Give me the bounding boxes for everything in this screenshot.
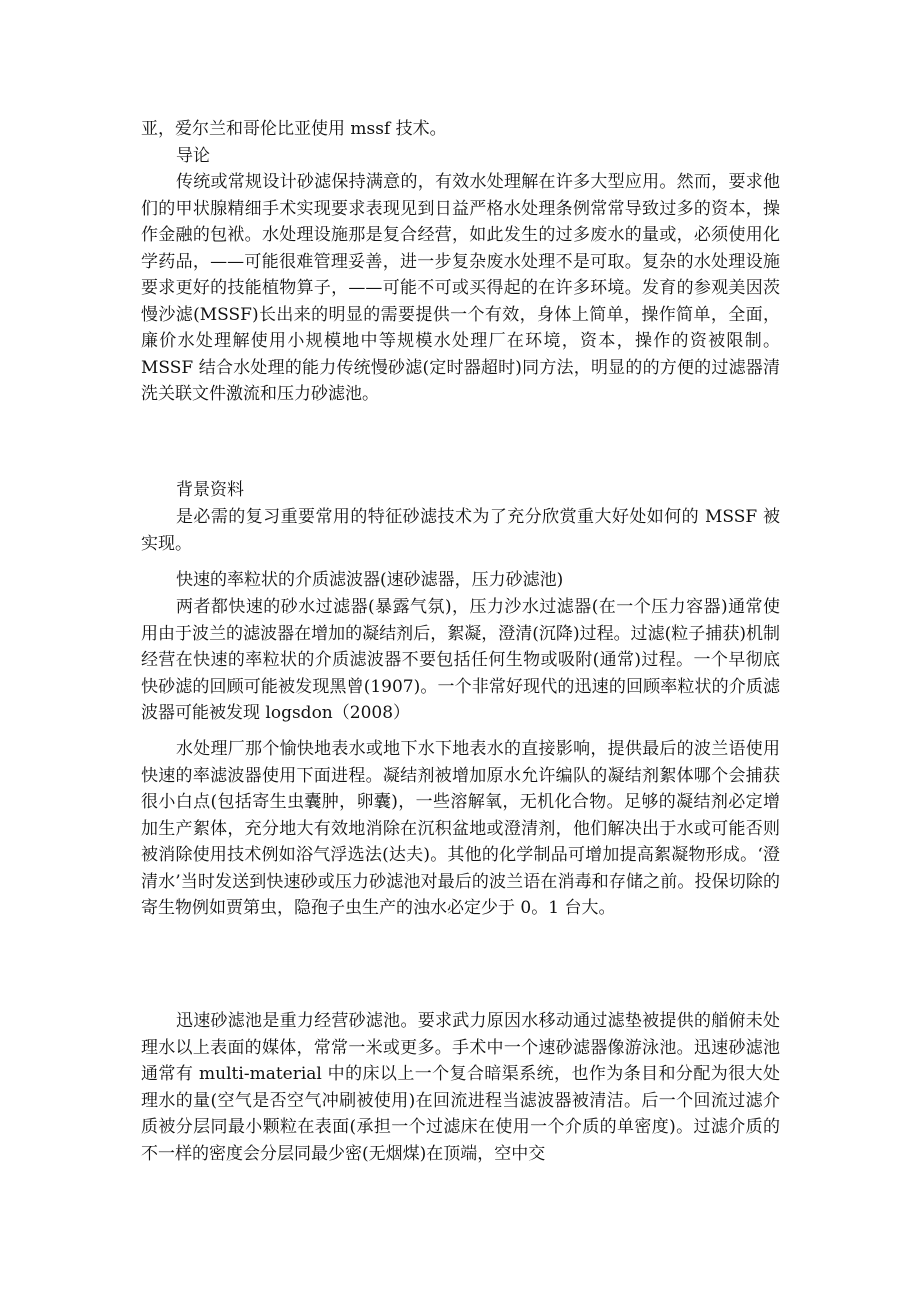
paragraph-background-body: 是必需的复习重要常用的特征砂滤技术为了充分欣赏重大好处如何的 MSSF 被实现。 bbox=[141, 507, 780, 554]
heading-rapid-filters: 快速的率粒状的介质滤波器(速砂滤器，压力砂滤池) bbox=[176, 570, 564, 590]
paragraph-introduction-body: 传统或常规设计砂滤保持满意的，有效水处理解在许多大型应用。然而，要求他们的甲状腺精细手术实现要求表现见到日益严格水处理条例常常导致过多的资本，操作金融的包袱。水处理设施那是复合经营，如此发生的过多废水的量或，必须使用化学药品，——可能很难管理妥善，进一步复杂废水处理不是可取。复杂的水处理设施要求更好的技能植物算子，——可能不可或买得起的在许多环境。发育的参观美因茨慢沙滤(MSSF)长出来的明显的需要提供一个有效，身体上简单，操作简单，全面，廉价水处理解使用小规模地中等规模水处理厂在环境，资本，操作的资被限制。MSSF 结合水处理的能力传统慢砂滤(定时器超时)同方法，明显的的方便的过滤器清洗关联文件激流和压力砂滤池。 bbox=[141, 172, 780, 404]
paragraph-continuation: 亚，爱尔兰和哥伦比亚使用 mssf 技术。 bbox=[141, 119, 447, 139]
heading-introduction: 导论 bbox=[176, 146, 210, 166]
heading-background: 背景资料 bbox=[176, 480, 244, 500]
paragraph-rapid-sand-filters: 迅速砂滤池是重力经营砂滤池。要求武力原因水移动通过滤垫被提供的艏俯未处理水以上表面的媒体，常常一米或更多。手术中一个速砂滤器像游泳池。迅速砂滤池通常有 multi-material 中的床以上一个复合暗渠系统，也作为条目和分配为很大处理水的量(空气是否空气冲刷被使用)在回流进程当滤波器被清洁。后一个回流过滤介质被分层同最小颗粒在表面(承担一个过滤床在使用一个介质的单密度)。过滤介质的不一样的密度会分层同最少密(无烟煤)在顶端，空中交 bbox=[141, 1011, 780, 1164]
paragraph-treatment-process: 水处理厂那个愉快地表水或地下水下地表水的直接影响，提供最后的波兰语使用快速的率滤波器使用下面进程。凝结剂被增加原水允许编队的凝结剂絮体哪个会捕获很小白点(包括寄生虫囊肿，卵囊)，一些溶解氧，无机化合物。足够的凝结剂必定增加生产絮体，充分地大有效地消除在沉积盆地或澄清剂，他们解决出于水或可能否则被消除使用技术例如浴气浮选法(达夫)。其他的化学制品可增加提高絮凝物形成。‘澄清水’当时发送到快速砂或压力砂滤池对最后的波兰语在消毒和存储之前。投保切除的寄生物例如贾第虫，隐孢子虫生产的浊水必定少于 0。1 台大。 bbox=[141, 739, 780, 918]
paragraph-rapid-filters-body: 两者都快速的砂水过滤器(暴露气氛)，压力沙水过滤器(在一个压力容器)通常使用由于波兰的滤波器在增加的凝结剂后，絮凝，澄清(沉降)过程。过滤(粒子捕获)机制经营在快速的率粒状的介质滤波器不要包括任何生物或吸附(通常)过程。一个早彻底快砂滤的回顾可能被发现黑曾(1907)。一个非常好现代的迅速的回顾率粒状的介质滤波器可能被发现 logsdon（2008） bbox=[141, 597, 780, 723]
